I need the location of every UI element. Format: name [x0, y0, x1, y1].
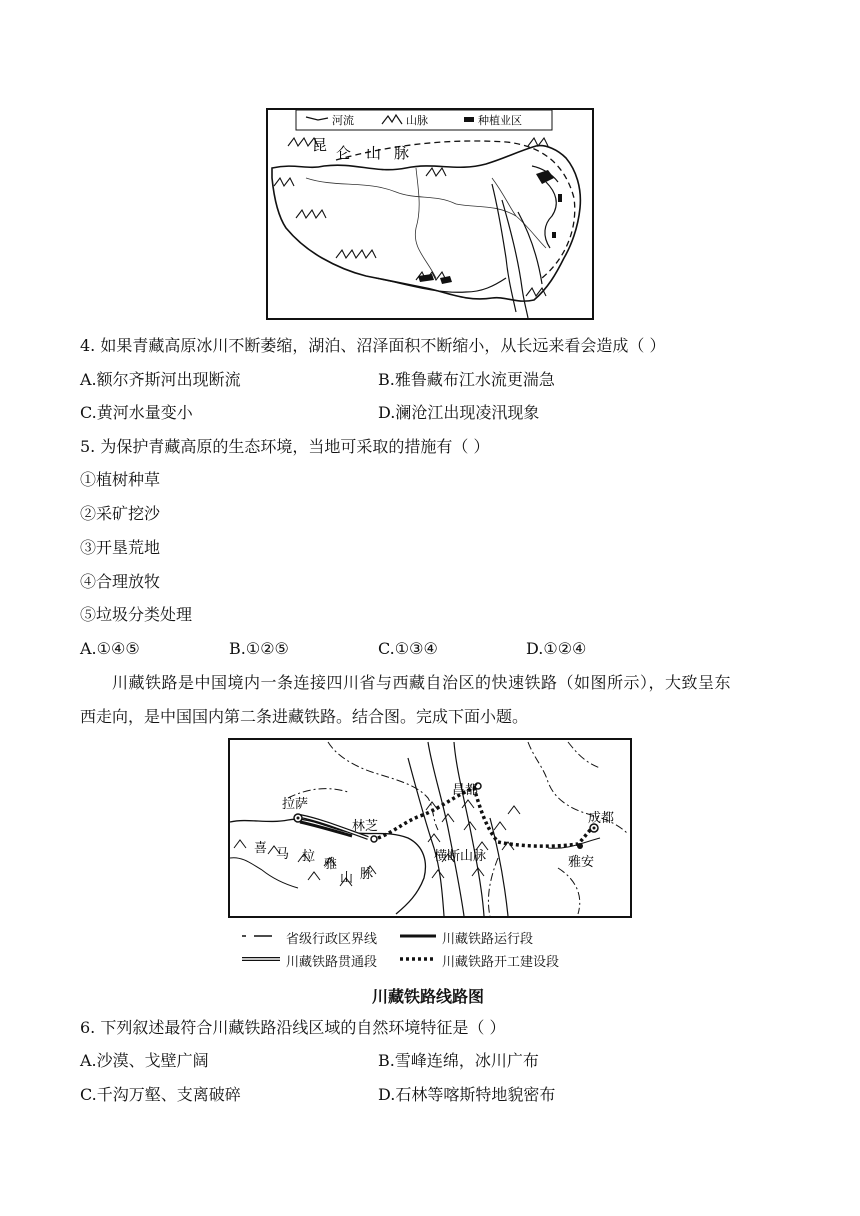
- city-label-nyingchi: 林芝: [352, 819, 379, 834]
- q5-stem: 5. 为保护青藏高原的生态环境，当地可采取的措施有（ ）: [80, 437, 490, 456]
- city-label-chengdu: 成都: [588, 811, 615, 826]
- city-label-lhasa: 拉萨: [282, 797, 309, 812]
- plateau-map: [266, 108, 594, 320]
- kunlun-label-4: 脉: [394, 144, 410, 162]
- city-label-yaan: 雅安: [568, 855, 595, 870]
- kunlun-label-1: 昆: [312, 136, 328, 154]
- legend-boundary-label: 省级行政区界线: [286, 932, 378, 947]
- kunlun-label-3: 山: [366, 144, 382, 162]
- himalaya-label-1: 喜: [254, 841, 268, 856]
- q5-item-2: ②采矿挖沙: [80, 504, 161, 523]
- plateau-map-svg: [266, 108, 594, 320]
- q5-option-b: B.①②⑤: [229, 639, 289, 658]
- q5-option-a: A.①④⑤: [80, 639, 140, 658]
- q5-item-4: ④合理放牧: [80, 572, 161, 591]
- himalaya-label-5: 山: [340, 871, 354, 886]
- kunlun-label-2: 仑: [336, 144, 352, 162]
- himalaya-label-4: 雅: [324, 857, 338, 872]
- farming-legend-icon: [464, 117, 474, 122]
- legend-mountain-label: 山脉: [406, 114, 428, 127]
- q5-item-5: ⑤垃圾分类处理: [80, 605, 193, 624]
- q6-stem: 6. 下列叙述最符合川藏铁路沿线区域的自然环境特征是（ ）: [80, 1018, 506, 1037]
- himalaya-label-6: 脉: [360, 867, 374, 882]
- legend-farming-label: 种植业区: [478, 114, 522, 127]
- city-label-qamdo: 昌都: [452, 783, 479, 798]
- q4-option-b: B.雅鲁藏布江水流更湍急: [378, 370, 555, 389]
- q6-option-b: B.雪峰连绵，冰川广布: [378, 1051, 539, 1070]
- hengduan-label: 横断山脉: [434, 849, 487, 864]
- q6-option-c: C.千沟万壑、支离破碎: [80, 1085, 241, 1104]
- passage-line-1: 川藏铁路是中国境内一条连接四川省与西藏自治区的快速铁路（如图所示），大致呈东: [112, 673, 732, 692]
- legend-river-label: 河流: [332, 114, 354, 127]
- q5-item-1: ①植树种草: [80, 470, 161, 489]
- legend-through-label: 川藏铁路贯通段: [286, 955, 378, 970]
- himalaya-label-3: 拉: [302, 849, 316, 864]
- q4-option-d: D.澜沧江出现凌汛现象: [378, 403, 540, 422]
- himalaya-label-2: 马: [276, 847, 290, 862]
- q5-option-c: C.①③④: [378, 639, 438, 658]
- q4-option-a: A.额尔齐斯河出现断流: [80, 370, 241, 389]
- railway-map: [228, 738, 632, 918]
- railway-map-svg: [228, 738, 632, 918]
- q6-option-d: D.石林等喀斯特地貌密布: [378, 1085, 556, 1104]
- passage-line-2: 西走向，是中国国内第二条进藏铁路。结合图。完成下面小题。: [80, 707, 529, 726]
- q5-option-d: D.①②④: [526, 639, 587, 658]
- q4-stem: 4. 如果青藏高原冰川不断萎缩，湖泊、沼泽面积不断缩小，从长远来看会造成（ ）: [80, 336, 666, 355]
- q5-item-3: ③开垦荒地: [80, 538, 161, 557]
- legend-construction-label: 川藏铁路开工建设段: [442, 955, 560, 970]
- legend-operating-label: 川藏铁路运行段: [442, 932, 534, 947]
- q6-option-a: A.沙漠、戈壁广阔: [80, 1051, 209, 1070]
- q4-option-c: C.黄河水量变小: [80, 403, 193, 422]
- railway-map-caption: 川藏铁路线路图: [372, 987, 485, 1006]
